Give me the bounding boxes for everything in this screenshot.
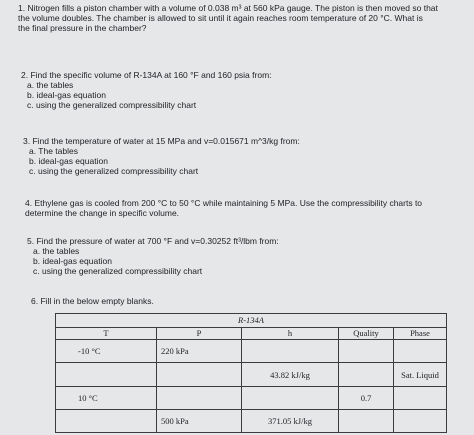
table-row <box>56 386 447 409</box>
question-6-title: 6. Fill in the below empty blanks. <box>31 296 154 306</box>
question-2-title: 2. Find the specific volume of R-134A at 160 °F and 160 psia from: <box>21 70 272 80</box>
table-title-row <box>56 314 447 328</box>
question-5 <box>27 236 467 276</box>
question-1 <box>18 3 468 33</box>
question-6 <box>31 296 461 306</box>
header-pressure: P <box>157 327 242 340</box>
cell-quality <box>339 409 394 432</box>
cell-quality <box>339 340 394 363</box>
question-2-item-a: a. the tables <box>27 80 74 91</box>
cell-enthalpy <box>242 340 339 363</box>
header-phase: Phase <box>394 327 447 340</box>
cell-phase <box>394 409 447 432</box>
cell-enthalpy <box>242 386 339 409</box>
question-1-line: the volume doubles. The chamber is allowed to sit until it again reaches room temperature of 20 °C. What is <box>18 13 423 24</box>
question-3 <box>23 136 463 176</box>
cell-temperature <box>56 409 157 432</box>
cell-temperature <box>56 363 157 386</box>
cell-temperature: -10 °C <box>56 340 157 363</box>
cell-pressure: 500 kPa <box>157 409 242 432</box>
cell-quality: 0.7 <box>339 386 394 409</box>
header-quality: Quality <box>339 327 394 340</box>
question-5-item-c: c. using the generalized compressibility chart <box>33 266 203 277</box>
question-2-item-b: b. ideal-gas equation <box>27 90 106 101</box>
cell-phase <box>394 386 447 409</box>
question-2-item-c: c. using the generalized compressibility chart <box>27 100 197 111</box>
cell-pressure <box>157 386 242 409</box>
question-3-item-b: b. ideal-gas equation <box>29 156 108 167</box>
question-4-line: 4. Ethylene gas is cooled from 200 °C to 50 °C while maintaining 5 MPa. Use the compressibility charts to <box>25 198 423 208</box>
question-1-line: 1. Nitrogen fills a piston chamber with a volume of 0.038 m³ at 560 kPa gauge. The piston is then moved so that <box>18 3 438 13</box>
table-header-row <box>56 327 447 340</box>
header-temperature: T <box>56 327 157 340</box>
question-3-item-a: a. The tables <box>29 146 78 157</box>
header-enthalpy: h <box>242 327 339 340</box>
question-4-line: determine the change in specific volume. <box>25 208 180 219</box>
question-4 <box>25 198 465 218</box>
cell-enthalpy: 43.82 kJ/kg <box>242 363 339 386</box>
question-5-item-a: a. the tables <box>33 246 80 257</box>
question-1-line: the final pressure in the chamber? <box>18 23 147 34</box>
table-row <box>56 340 447 363</box>
question-5-title: 5. Find the pressure of water at 700 °F and v=0.30252 ft³/lbm from: <box>27 236 279 246</box>
question-2 <box>21 70 461 110</box>
table-row <box>56 409 447 432</box>
property-table <box>55 313 447 433</box>
question-3-item-c: c. using the generalized compressibility chart <box>29 166 199 177</box>
question-5-item-b: b. ideal-gas equation <box>33 256 112 267</box>
cell-enthalpy: 371.05 kJ/kg <box>242 409 339 432</box>
table-row <box>56 363 447 386</box>
cell-quality <box>339 363 394 386</box>
question-3-title: 3. Find the temperature of water at 15 MPa and v=0.015671 m^3/kg from: <box>23 136 300 146</box>
cell-temperature: 10 °C <box>56 386 157 409</box>
table-title: R-134A <box>56 314 447 328</box>
cell-phase <box>394 340 447 363</box>
cell-pressure: 220 kPa <box>157 340 242 363</box>
cell-phase: Sat. Liquid <box>394 363 447 386</box>
cell-pressure <box>157 363 242 386</box>
